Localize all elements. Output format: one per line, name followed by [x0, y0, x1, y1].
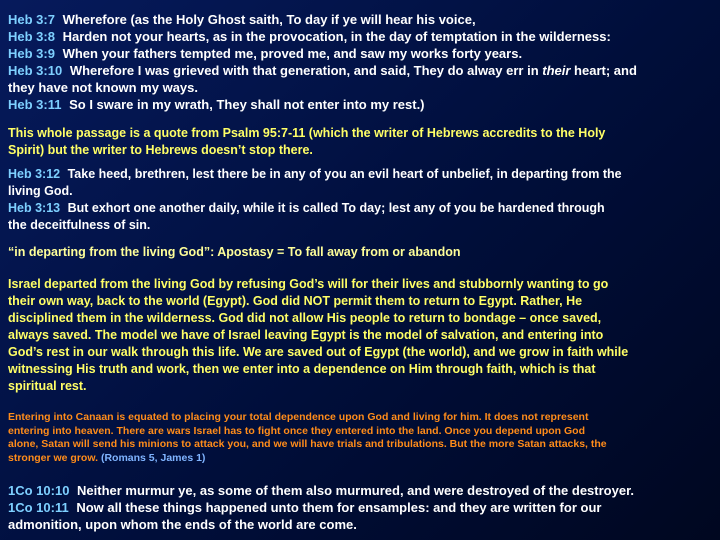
- verse-text: Wherefore (as the Holy Ghost saith, To day if ye will hear his voice,: [58, 12, 476, 27]
- psalm-quote-commentary: [8, 125, 704, 159]
- scripture-refs: (Romans 5, James 1): [100, 451, 206, 464]
- verse-text: Harden not your hearts, as in the provocation, in the day of temptation in the wilderness:: [58, 29, 611, 44]
- verse-ref: Heb 3:8: [8, 29, 55, 44]
- verse-text: So I sware in my wrath, They shall not enter into my rest.): [65, 97, 425, 112]
- israel-paragraph: [8, 276, 704, 395]
- verse-heb-3-10: [8, 62, 704, 79]
- verse-ref: Heb 3:10: [8, 63, 63, 78]
- verse-ref: Heb 3:11: [8, 97, 62, 112]
- verse-text: heart; and: [570, 63, 637, 78]
- verse-text: But exhort one another daily, while it is called To day; lest any of you be hardened through: [64, 201, 605, 215]
- verse-text: Wherefore I was grieved with that generation, and said, They do alway err in: [66, 63, 543, 78]
- verse-heb-3-12-continued: living God.: [8, 184, 73, 198]
- verse-text: When your fathers tempted me, proved me, and saw my works forty years.: [58, 46, 523, 61]
- verse-ref: Heb 3:7: [8, 12, 55, 27]
- commentary-line: Spirit) but the writer to Hebrews doesn’t stop there.: [8, 143, 313, 157]
- commentary-line: This whole passage is a quote from Psalm 95:7-11 (which the writer of Hebrews accredits to the Holy: [8, 126, 606, 140]
- verse-heb-3-11: [8, 96, 704, 113]
- paragraph-line: their own way, back to the world (Egypt). God did NOT permit them to return to Egypt. Rather, He: [8, 294, 583, 308]
- verse-1co-10-11-continued: admonition, upon whom the ends of the world are come.: [8, 517, 357, 532]
- verse-heb-3-7: [8, 11, 704, 28]
- note-text: stronger we grow.: [8, 451, 101, 464]
- 1-corinthians-10-passage: [8, 482, 704, 533]
- verse-1co-10-11: [8, 499, 704, 516]
- verse-ref: 1Co 10:11: [8, 500, 69, 515]
- verse-text: Take heed, brethren, lest there be in any of you an evil heart of unbelief, in departing from the: [64, 167, 622, 181]
- verse-text: Now all these things happened unto them for ensamples: and they are written for our: [72, 500, 602, 515]
- note-line: entering into heaven. There are wars Israel has to fight once they entered into the land. Once you depend upon God: [8, 424, 586, 437]
- paragraph-line: spiritual rest.: [8, 379, 87, 393]
- note-line: [8, 452, 704, 466]
- canaan-note: [8, 411, 704, 465]
- verse-heb-3-10-continued: they have not known my ways.: [8, 80, 198, 95]
- paragraph-line: God’s rest in our walk through this life. We are saved out of Egypt (the world), and we grow in faith while: [8, 345, 629, 359]
- verse-ref: 1Co 10:10: [8, 483, 70, 498]
- verse-ref: Heb 3:9: [8, 46, 55, 61]
- verse-italic-word: their: [542, 63, 571, 78]
- verse-heb-3-12: [8, 166, 704, 183]
- note-line: Entering into Canaan is equated to placing your total dependence upon God and living for him. It does not represent: [8, 411, 589, 423]
- paragraph-line: always saved. The model we have of Israel leaving Egypt is the model of salvation, and entering into: [8, 328, 604, 342]
- hebrews-3-12-13-passage: [8, 166, 704, 234]
- paragraph-line: witnessing His truth and work, then we enter into a dependence on Him through faith, which is that: [8, 362, 596, 376]
- verse-ref: Heb 3:13: [8, 201, 61, 215]
- note-line: alone, Satan will send his minions to attack you, and we will have trials and tribulations. But the more Satan attacks, the: [8, 438, 607, 450]
- verse-ref: Heb 3:12: [8, 167, 61, 181]
- verse-heb-3-9: [8, 45, 704, 62]
- verse-heb-3-8: [8, 28, 704, 45]
- verse-heb-3-13: [8, 200, 704, 217]
- verse-1co-10-10: [8, 482, 704, 499]
- paragraph-line: disciplined them in the wilderness. God did not allow His people to return to bondage – once saved,: [8, 311, 602, 325]
- verse-text: Neither murmur ye, as some of them also murmured, and were destroyed of the destroyer.: [73, 483, 635, 498]
- paragraph-line: Israel departed from the living God by refusing God’s will for their lives and stubbornly wanting to go: [8, 277, 609, 291]
- definition-line: “in departing from the living God”: Apostasy = To fall away from or abandon: [8, 245, 461, 259]
- apostasy-definition: [8, 244, 704, 261]
- hebrews-3-7-11-passage: [8, 11, 704, 113]
- verse-heb-3-13-continued: the deceitfulness of sin.: [8, 218, 151, 232]
